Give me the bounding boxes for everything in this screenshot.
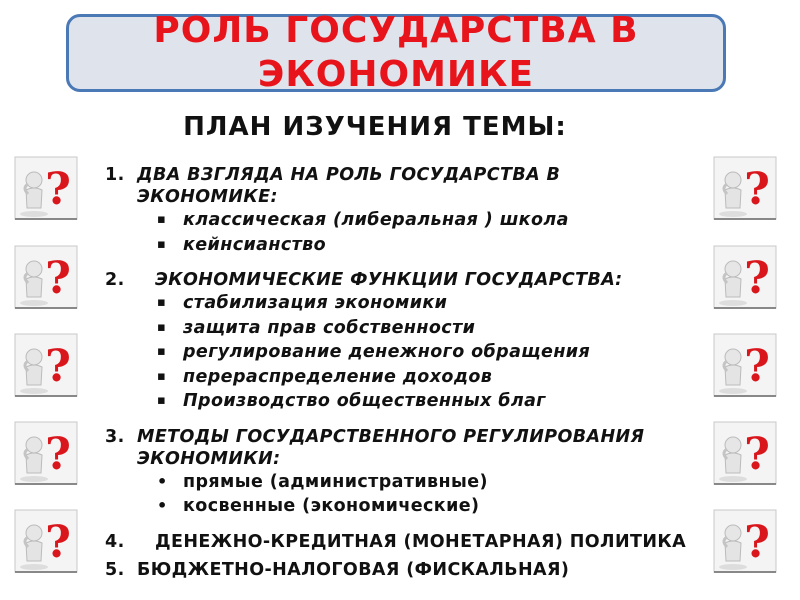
svg-text:?: ? [744, 253, 770, 304]
list-item: ▪ стабилизация экономики [105, 291, 705, 316]
question-man-icon [713, 333, 777, 397]
svg-text:?: ? [45, 341, 71, 392]
bullet: ▪ [157, 368, 167, 384]
sublist-2 [105, 291, 705, 414]
item-number: 2. [105, 270, 125, 290]
svg-text:?: ? [744, 164, 770, 215]
bullet: ▪ [157, 319, 167, 335]
question-man-icon [14, 333, 78, 397]
item-label: МЕТОДЫ ГОСУДАРСТВЕННОГО РЕГУЛИРОВАНИЯ ЭКОНОМИКИ: [137, 426, 645, 469]
list-item: ▪ регулирование денежного обращения [105, 340, 705, 365]
bullet: • [157, 496, 168, 515]
list-item: ▪ Производство общественных благ [105, 389, 705, 414]
question-man-icon [713, 156, 777, 220]
svg-text:?: ? [45, 517, 71, 568]
bullet: ▪ [157, 393, 167, 408]
sublist-1 [105, 208, 705, 257]
question-man-icon [14, 245, 78, 309]
question-man-icon [14, 156, 78, 220]
plan-item-5 [105, 559, 705, 581]
question-man-icon [14, 509, 78, 573]
question-man-icon [14, 421, 78, 485]
plan-item-1 [105, 164, 705, 208]
svg-text:?: ? [744, 517, 770, 568]
svg-text:?: ? [45, 429, 71, 480]
bullet: ▪ [157, 236, 167, 252]
item-label: ДЕНЕЖНО-КРЕДИТНАЯ (МОНЕТАРНАЯ) ПОЛИТИКА [155, 531, 687, 552]
item-number: 1. [105, 165, 125, 185]
sublist-3 [105, 470, 705, 519]
question-man-icon [713, 509, 777, 573]
bullet: • [157, 471, 168, 491]
item-label: ДВА ВЗГЛЯДА НА РОЛЬ ГОСУДАРСТВА В ЭКОНОМИКЕ: [137, 165, 561, 207]
svg-text:?: ? [744, 341, 770, 392]
item-number: 3. [105, 426, 125, 447]
question-man-icon [713, 245, 777, 309]
plan-item-3 [105, 426, 705, 470]
list-item: ▪ защита прав собственности [105, 316, 705, 341]
plan-item-2 [105, 269, 705, 291]
question-man-icon [713, 421, 777, 485]
list-item: ▪ перераспределение доходов [105, 365, 705, 390]
title-box [66, 10, 726, 95]
list-item: ▪ кейнсианство [105, 233, 705, 258]
plan-list [105, 164, 705, 581]
svg-text:?: ? [744, 429, 770, 480]
plan-heading: ПЛАН ИЗУЧЕНИЯ ТЕМЫ: [183, 112, 567, 142]
bullet: ▪ [157, 344, 167, 359]
svg-text:?: ? [45, 253, 71, 304]
item-label: ЭКОНОМИЧЕСКИЕ ФУНКЦИИ ГОСУДАРСТВА: [155, 270, 623, 290]
bullet: ▪ [157, 212, 167, 227]
item-number: 5. [105, 559, 125, 580]
item-label: БЮДЖЕТНО-НАЛОГОВАЯ (ФИСКАЛЬНАЯ) [137, 559, 570, 580]
item-number: 4. [105, 531, 125, 552]
list-item: • косвенные (экономические) [105, 494, 705, 519]
bullet: ▪ [157, 295, 167, 310]
svg-text:?: ? [45, 164, 71, 215]
page-title: РОЛЬ ГОСУДАРСТВА В ЭКОНОМИКЕ [153, 10, 639, 95]
plan-item-4 [105, 531, 705, 553]
list-item: ▪ классическая (либеральная ) школа [105, 208, 705, 233]
list-item: • прямые (административные) [105, 470, 705, 495]
